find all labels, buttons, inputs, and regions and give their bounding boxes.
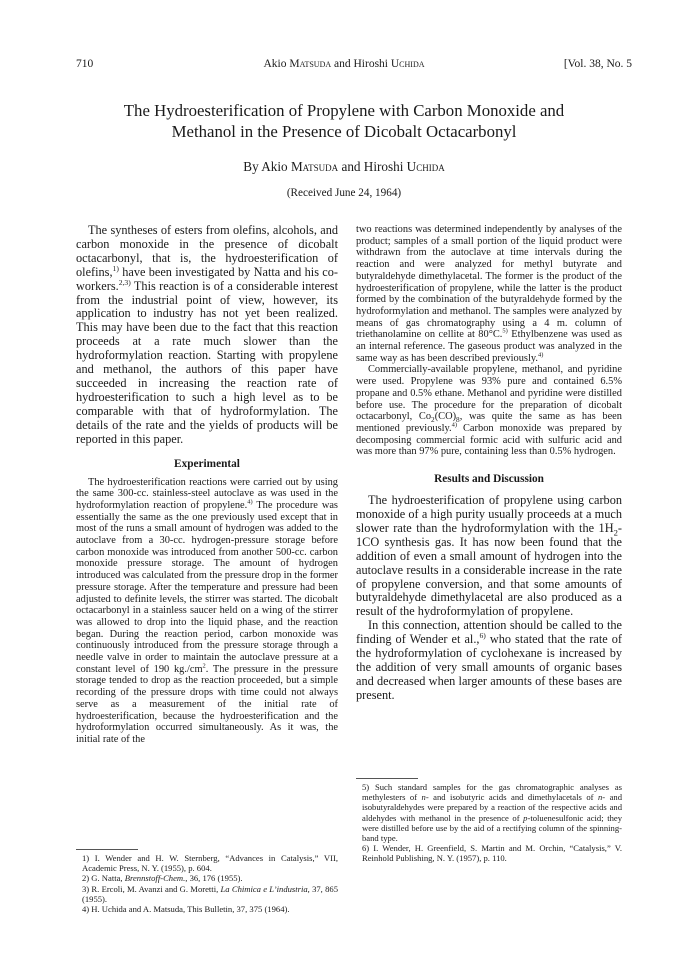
byline: By Akio Matsuda and Hiroshi Uchida <box>243 159 445 174</box>
experimental-heading: Experimental <box>174 457 240 470</box>
title-line-2: Methanol in the Presence of Dicobalt Octacarbonyl <box>171 122 517 141</box>
left-column-body <box>76 224 338 746</box>
experimental-paragraph: The hydroesterification reactions were carried out by using the same 300-cc. stainless-steel autoclave as was used in the hydroformylation reaction of propylene.$^{4)}$ The procedure was essentially the same as the one previously used except that in most of the runs a small amount of hydrogen was added to the autoclave from a 30-cc. hydrogen-pressure storage before carbon monoxide was introduced from another 500-cc. carbon monoxide pressure storage. The amount of hydrogen introduced was calculated from the pressure drop in the former pressure storage. After the temperature and pressure had been adjusted to definite levels, the stirrer was started. The dicobalt octacarbonyl in a stainless saucer held on a wing of the stirrer was allowed to drop into the liquid phase, and the reaction began. During the reaction period, carbon monoxide was continuously introduced from the pressure storage through a needle valve in order to maintain the autoclave pressure at a constant level of 190 $kg./cm^2$. The pressure in the pressure storage tended to drop as the reaction proceeded, but a simple recording of the pressure drops with time could not always serve as a measurement of the initial rate of hydroesterification, because the hydroesterification and the hydroformylation occurred simultaneously. As it was, the initial rate of the <box>76 476 338 745</box>
left-footnotes <box>76 853 338 914</box>
page-number: 710 <box>76 58 94 70</box>
footnote-6: 6) I. Wender, H. Greenfield, S. Martin and M. Orchin, “Catalysis,” V. Reinhold Publishing, N. Y. (1957), p. 110. <box>362 843 622 864</box>
materials-paragraph: Commercially-available propylene, methanol, and pyridine were used. Propylene was 93% pure and contained 6.5% propane and 0.5% ethane. Methanol and pyridine were distilled before use. The procedure for the preparation of dicobalt octacarbonyl, $Co_2(CO)_8$, was quite the same as has been mentioned previously.$^{4)}$ Carbon monoxide was prepared by decomposing commercial formic acid with sulfuric acid and was more than 97% pure, containing less than 0.5% hydrogen. <box>356 364 622 458</box>
title-line-1: The Hydroesterification of Propylene with Carbon Monoxide and <box>123 101 565 120</box>
volume-issue: [Vol. 38, No. 5 <box>563 58 632 70</box>
footnote-rule-right <box>356 778 418 779</box>
intro-paragraph: The syntheses of esters from olefins, alcohols, and carbon monoxide in the presence of dicobalt octacarbonyl, that is, the hydroesterification of olefins,$^{1)}$ have been investigated by Natta and his co-workers.$^{2,3)}$ This reaction is of a considerable interest from the industrial point of view, however, its application to industry has not yet been realized. This may have been due to the fact that this reaction proceeds at a rate much slower than the hydroformylation reaction. Starting with propylene and methanol, the authors of this paper have succeeded in increasing the reaction rate of hydroesterification to such a high level as to be comparable with that of hydroformylation. The details of the rate and the yields of products will be reported in this paper. <box>76 223 338 446</box>
right-column-body <box>356 224 622 703</box>
analysis-paragraph: two reactions was determined independently by analyses of the product; samples of a small portion of the liquid product were withdrawn from the autoclave at time intervals during the reaction and were analyzed for methyl butyrate and butyraldehyde dimethylacetal. The former is the product of the hydroesterification of propylene, while the latter is the product formed by the combination of the butyraldehyde formed by the hydroformylation and methanol. The samples were analyzed by means of gas chromatography using a 4 m. column of triethanolamine on cellite at 80°C.$^{5)}$ Ethylbenzene was used as an internal reference. The gaseous product was analyzed in the same way as has been described previously.$^{4)}$ <box>356 224 622 364</box>
footnote-rule-left <box>76 849 138 850</box>
running-header <box>0 56 688 72</box>
running-authors: Akio Matsuda and Hiroshi Uchida <box>263 58 425 70</box>
results-heading: Results and Discussion <box>434 473 544 486</box>
results-paragraph-2: In this connection, attention should be called to the finding of Wender et al.,$^{6)}$ who stated that the rate of the hydroformylation of cyclohexane is increased by the addition of very small amounts of organic bases and decreased when larger amounts of these bases are present. <box>356 618 622 702</box>
received-date: (Received June 24, 1964) <box>286 187 402 199</box>
results-paragraph-1: The hydroesterification of propylene using carbon monoxide of a high purity usually proceeds at a much slower rate than the hydroformylation with the $1H_2-1CO$ synthesis gas. It has now been found that the addition of even a small amount of hydrogen into the autoclave results in a considerable increase in the rate of propylene conversion, and that some amounts of butyraldehyde dimethylacetal are also produced as a result of the hydroformylation of propylene. <box>356 493 622 619</box>
footnote-3: 3) R. Ercoli, M. Avanzi and G. Moretti, La Chimica e L’industria, 37, 865 (1955). <box>82 883 338 904</box>
footnote-1: 1) I. Wender and H. W. Sternberg, “Advances in Catalysis,” VII, Academic Press, N. Y. (1955), p. 604. <box>82 853 338 874</box>
article-title <box>80 100 608 142</box>
footnote-4: 4) H. Uchida and A. Matsuda, This Bulletin, 37, 375 (1964). <box>82 904 290 915</box>
right-footnotes <box>356 782 622 864</box>
footnote-2: 2) G. Natta, Brennstoff-Chem., 36, 176 (1955). <box>82 873 243 884</box>
footnote-5: 5) Such standard samples for the gas chromatographic analyses as methylesters of n- and isobutyric acids and dimethylacetals of n- and isobutyraldehydes were prepared by a reaction of the respective acids and aldehydes with methanol in the presence of p-toluenesulfonic acid; they were distilled before use by the aid of a rectifying column of the spinning-band type. <box>362 782 622 844</box>
